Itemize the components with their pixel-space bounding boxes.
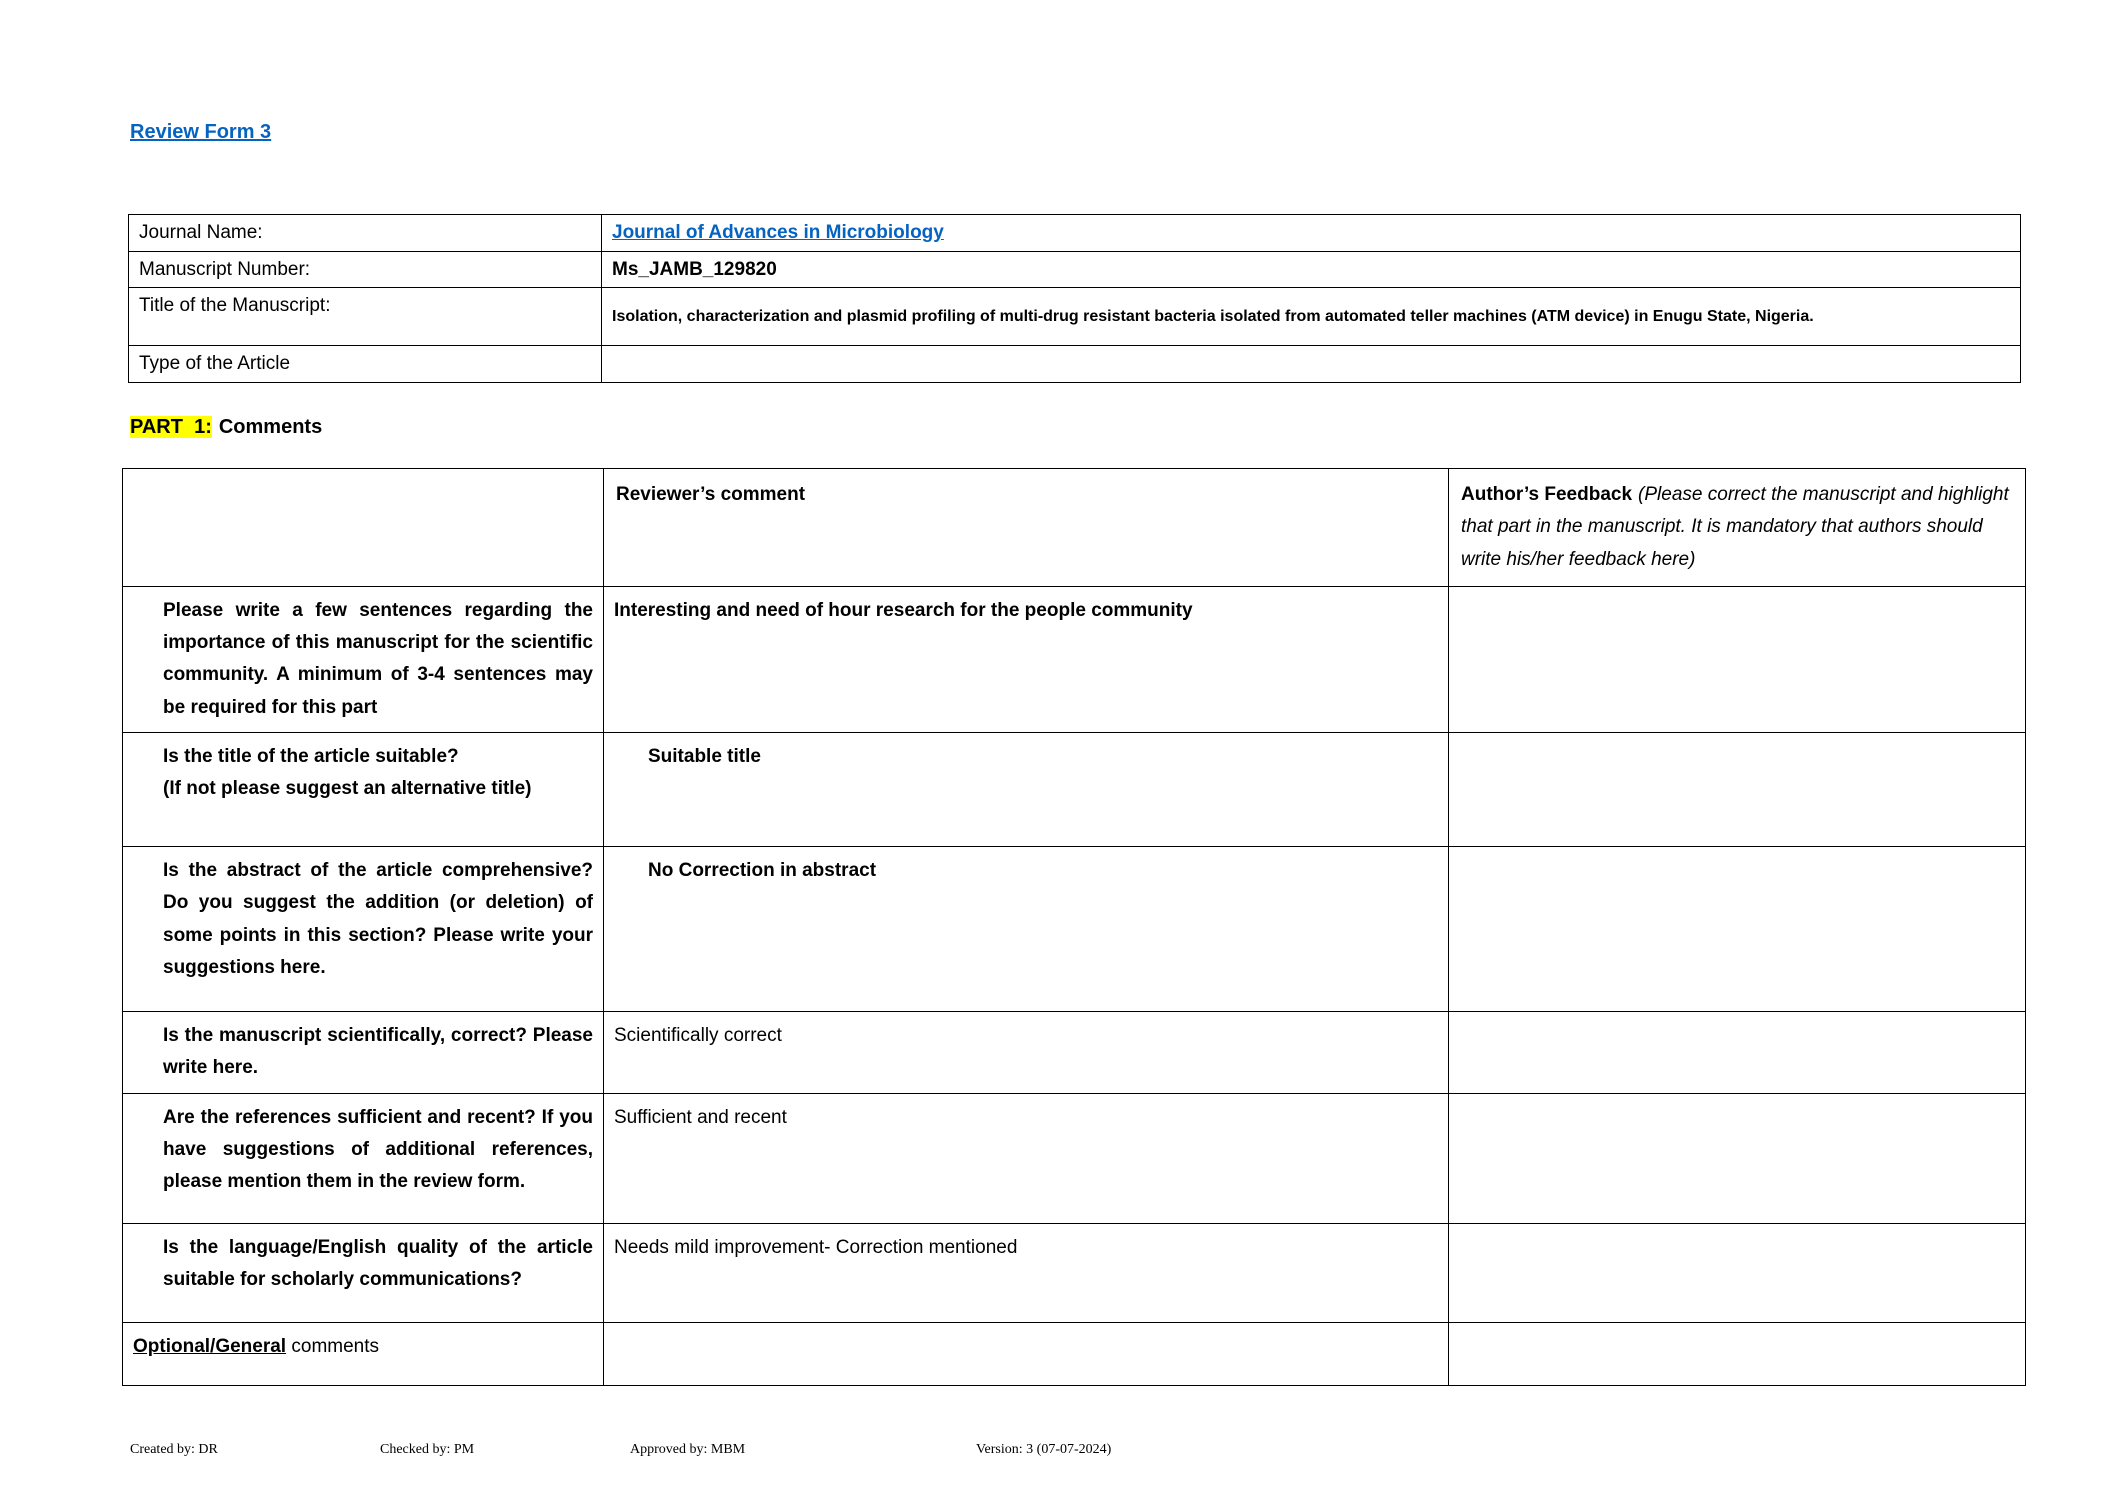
question-cell: Is the abstract of the article comprehensive? Do you suggest the addition (or deletion) of some points in this section? Please write your suggestions here.: [123, 847, 604, 1012]
footer-created-by: Created by: DR: [130, 1442, 218, 1457]
comments-row: [123, 1322, 2026, 1385]
reviewer-comment-cell: Interesting and need of hour research for the people community: [604, 586, 1449, 732]
page-title[interactable]: Review Form 3: [130, 121, 272, 143]
question-cell: Please write a few sentences regarding the importance of this manuscript for the scientific community. A minimum of 3-4 sentences may be required for this part: [123, 586, 604, 732]
author-feedback-label: Author’s Feedback: [1461, 484, 1633, 505]
author-feedback-cell: [1449, 1223, 2026, 1322]
reviewer-comment-cell: Suitable title: [604, 733, 1449, 847]
meta-label: Journal Name:: [129, 215, 602, 252]
part1-label: PART 1:: [130, 416, 212, 438]
journal-name-link[interactable]: Journal of Advances in Microbiology: [612, 222, 944, 243]
meta-value: Isolation, characterization and plasmid profiling of multi-drug resistant bacteria isolated from automated teller machines (ATM device) in Enugu State, Nigeria.: [602, 288, 2021, 346]
comments-header-row: [123, 469, 2026, 587]
meta-label: Type of the Article: [129, 346, 602, 383]
reviewer-comment-cell: No Correction in abstract: [604, 847, 1449, 1012]
manuscript-info-table: [128, 214, 2021, 383]
meta-label: Manuscript Number:: [129, 251, 602, 288]
question-cell: Is the manuscript scientifically, correct? Please write here.: [123, 1012, 604, 1094]
part1-heading: [130, 416, 322, 439]
author-feedback-cell: [1449, 733, 2026, 847]
comments-header-author: [1449, 469, 2026, 587]
meta-value: [602, 215, 2021, 252]
comments-row: [123, 1223, 2026, 1322]
footer-version: Version: 3 (07-07-2024): [976, 1442, 1112, 1457]
meta-label: Title of the Manuscript:: [129, 288, 602, 346]
meta-row: [129, 288, 2021, 346]
question-underlined-label: Optional/General: [133, 1335, 287, 1357]
meta-row: [129, 346, 2021, 383]
meta-value: [602, 346, 2021, 383]
meta-value: Ms_JAMB_129820: [602, 251, 2021, 288]
comments-row: [123, 847, 2026, 1012]
question-cell: Is the language/English quality of the article suitable for scholarly communications?: [123, 1223, 604, 1322]
footer-approved-by: Approved by: MBM: [630, 1442, 746, 1457]
meta-row: [129, 251, 2021, 288]
footer-checked-by: Checked by: PM: [380, 1442, 475, 1457]
question-cell: Are the references sufficient and recent? If you have suggestions of additional references, please mention them in the review form.: [123, 1093, 604, 1223]
meta-row: [129, 215, 2021, 252]
author-feedback-cell: [1449, 1093, 2026, 1223]
author-feedback-note: (Please correct the manuscript and highlight that part in the manuscript. It is mandatory that authors should write his/her feedback here): [1461, 484, 2009, 570]
comments-row: [123, 1093, 2026, 1223]
reviewer-comment-cell: Sufficient and recent: [604, 1093, 1449, 1223]
reviewer-comment-cell: Needs mild improvement- Correction mentioned: [604, 1223, 1449, 1322]
question-cell: Is the title of the article suitable? (If not please suggest an alternative title): [123, 733, 604, 847]
part1-title: Comments: [218, 416, 323, 438]
reviewer-comment-cell: Scientifically correct: [604, 1012, 1449, 1094]
author-feedback-cell: [1449, 1322, 2026, 1385]
comments-row: [123, 733, 2026, 847]
author-feedback-cell: [1449, 847, 2026, 1012]
comments-row: [123, 586, 2026, 732]
comments-header-reviewer: Reviewer’s comment: [604, 469, 1449, 587]
question-cell: Optional/General comments: [123, 1322, 604, 1385]
comments-table: [122, 468, 2026, 1386]
comments-row: [123, 1012, 2026, 1094]
author-feedback-cell: [1449, 1012, 2026, 1094]
author-feedback-cell: [1449, 586, 2026, 732]
reviewer-comment-cell: [604, 1322, 1449, 1385]
comments-header-empty: [123, 469, 604, 587]
